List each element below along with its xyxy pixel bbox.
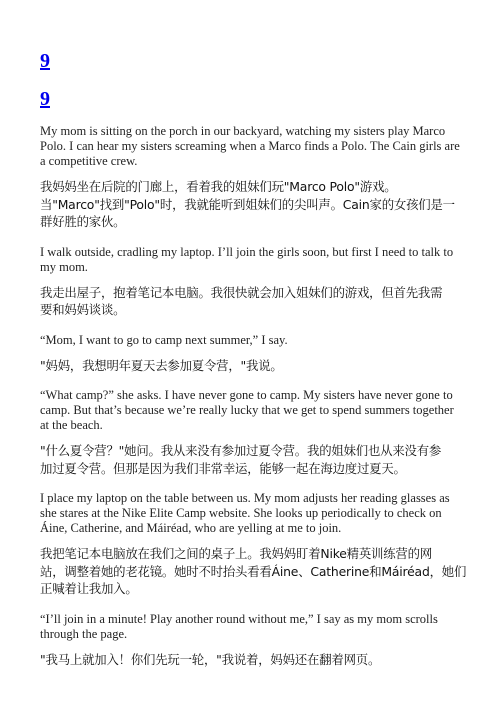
chinese-paragraph — [40, 651, 460, 669]
english-paragraph: “Mom, I want to go to camp next summer,” I say. — [40, 332, 288, 347]
chinese-paragraph-line: "妈妈，我想明年夏天去参加夏令营，"我说。 — [40, 357, 283, 373]
chinese-paragraph-line: 群好胜的家伙。 — [40, 214, 126, 229]
chinese-paragraph-line: 当"Marco"找到"Polo"时，我就能听到姐妹们的尖叫声。Cain家的女孩们是一 — [40, 196, 455, 212]
english-paragraph: I place my laptop on the table between us. My mom adjusts her reading glasses as she stares at the Nike Elite Camp website. She looks up periodically to check on Áine, Catherine, and Máiréad, who are yelling at me to join. — [40, 491, 450, 535]
chapter-heading-link[interactable]: 9 — [40, 88, 50, 110]
chinese-paragraph-line: 站，调整着她的老花镜。她时不时抬头看看Áine、Catherine和Máiréad，她们 — [40, 563, 467, 579]
chinese-paragraph — [40, 442, 460, 477]
chinese-paragraph — [40, 284, 460, 319]
chinese-paragraph-line: 我把笔记本电脑放在我们之间的桌子上。我妈妈盯着Nike精英训练营的网 — [40, 546, 432, 561]
chinese-paragraph-line: 我走出屋子，抱着笔记本电脑。我很快就会加入姐妹们的游戏，但首先我需 — [40, 284, 443, 300]
english-paragraph: “What camp?” she asks. I have never gone to camp. My sisters have never gone to camp. But that’s because we’re really lucky that we get to spend summers together at the beach. — [40, 388, 454, 432]
english-paragraph: “I’ll join in a minute! Play another round without me,” I say as my mom scrolls through the page. — [40, 611, 438, 641]
chinese-paragraph-line: 正喊着让我加入。 — [40, 581, 138, 596]
paragraph-list — [40, 124, 467, 668]
english-paragraph: My mom is sitting on the porch in our backyard, watching my sisters play Marco Polo. I can hear my sisters screaming when a Marco finds a Polo. The Cain girls are a competitive crew. — [40, 124, 460, 168]
chinese-paragraph — [40, 545, 467, 598]
chinese-paragraph-line: 加过夏令营。但那是因为我们非常幸运，能够一起在海边度过夏天。 — [40, 460, 406, 476]
chinese-paragraph-line: "我马上就加入！你们先玩一轮，"我说着，妈妈还在翻着网页。 — [40, 651, 381, 667]
chinese-paragraph-line: "什么夏令营？"她问。我从来没有参加过夏令营。我的姐妹们也从来没有参 — [40, 443, 442, 458]
english-paragraph: I walk outside, cradling my laptop. I’ll join the girls soon, but first I need to talk to my mom. — [40, 244, 454, 274]
chapter-heading-link[interactable]: 9 — [40, 50, 50, 72]
document-page — [40, 50, 467, 668]
chinese-paragraph — [40, 178, 460, 231]
chinese-paragraph-line: 要和妈妈谈谈。 — [40, 302, 126, 317]
chinese-paragraph-line: 我妈妈坐在后院的门廊上，看着我的姐妹们玩"Marco Polo"游戏。 — [40, 179, 397, 194]
chinese-paragraph — [40, 357, 460, 375]
